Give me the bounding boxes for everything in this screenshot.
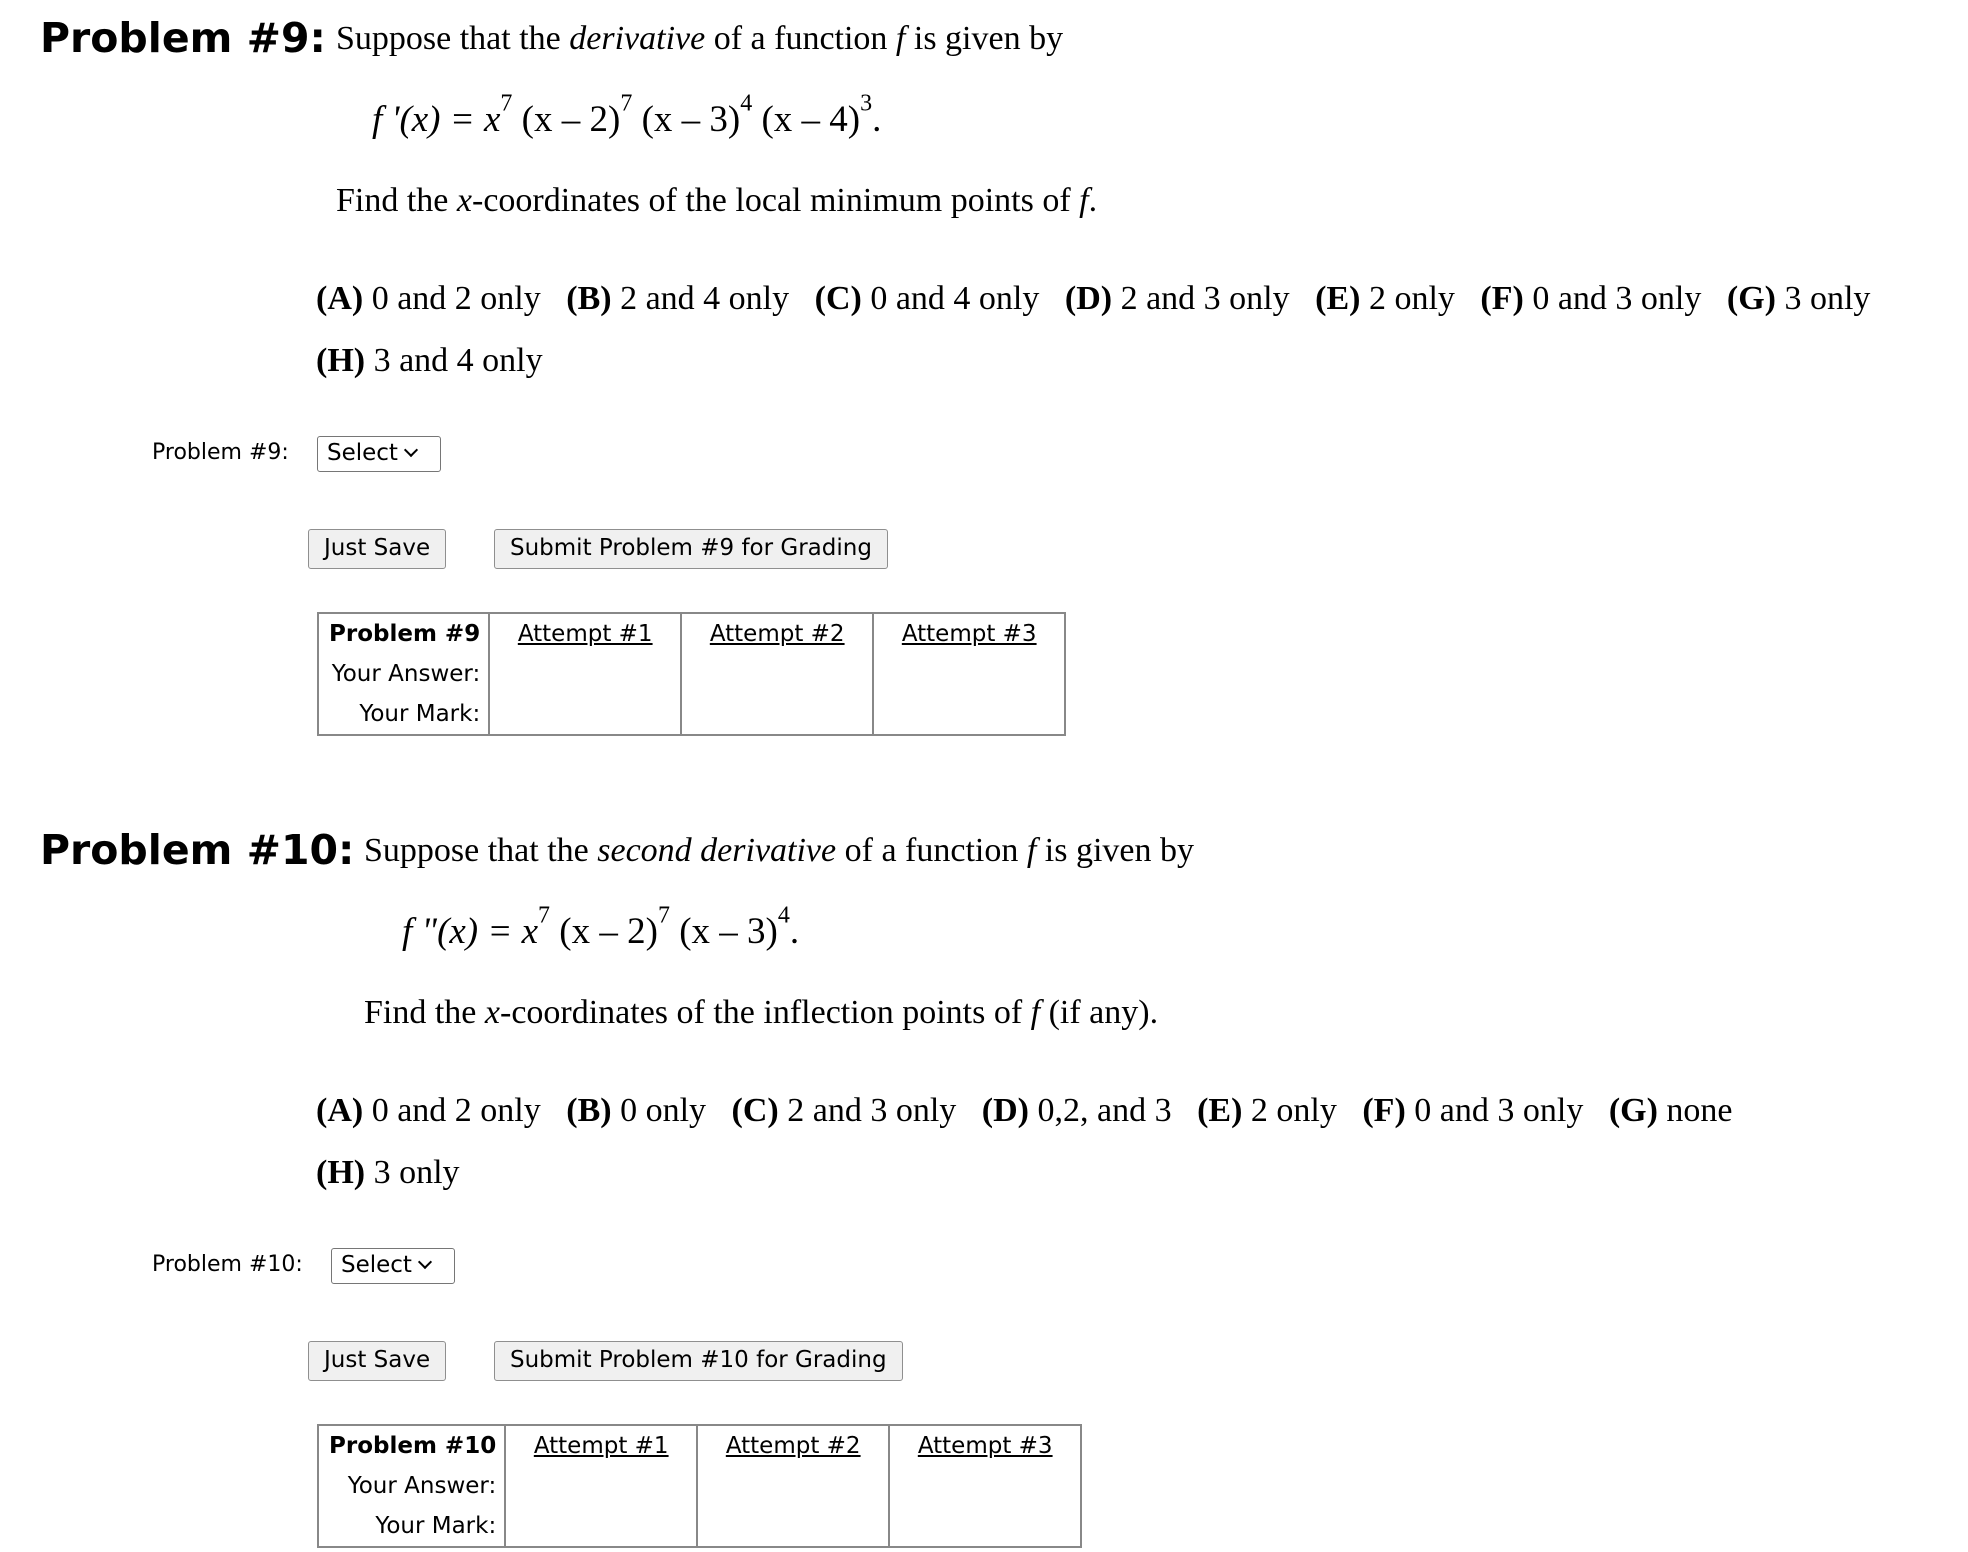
choice-c: (C) 2 and 3 only xyxy=(731,1092,957,1129)
attempt-1-link[interactable]: Attempt #1 xyxy=(533,1433,669,1459)
attempt-2-link[interactable]: Attempt #2 xyxy=(709,621,845,647)
problem-10-choices-line-1 xyxy=(316,1092,1733,1130)
problem-9-submit-button[interactable]: Submit Problem #9 for Grading xyxy=(494,529,888,569)
choice-e: (E) 2 only xyxy=(1197,1092,1337,1129)
problem-9-answer-label: Problem #9: xyxy=(152,440,289,465)
problem-10-equation: f "$(x) = x^7$ (x – 2)$^7$ (x – 3)$^4$. xyxy=(402,902,800,952)
choice-f: (F) 0 and 3 only xyxy=(1480,280,1702,317)
choice-a: (A) 0 and 2 only xyxy=(316,1092,541,1129)
table-heading: Problem #10 xyxy=(318,1425,505,1466)
answer-cell-1 xyxy=(489,654,681,694)
answer-cell-2 xyxy=(681,654,873,694)
problem-10-question: Find the x-coordinates of the inflection points of f (if any). xyxy=(364,994,1159,1031)
attempt-2-link[interactable]: Attempt #2 xyxy=(725,1433,861,1459)
choice-d: (D) 0,2, and 3 xyxy=(981,1092,1172,1129)
problem-9-equation: f '$(x) = x^7$ (x – 2)$^7$ (x – 3)$^4$ (x – 4)$^3$. xyxy=(372,90,882,140)
answer-cell-3 xyxy=(873,654,1065,694)
problem-9-question: Find the x-coordinates of the local minimum points of f. xyxy=(336,182,1098,219)
choice-g: (G) 3 only xyxy=(1726,280,1871,317)
problem-9-answer-select[interactable]: Select xyxy=(317,436,441,472)
chevron-down-icon xyxy=(418,1255,432,1269)
problem-9-title: Problem #9: xyxy=(40,14,326,62)
answer-cell-2 xyxy=(697,1466,889,1506)
your-answer-label: Your Answer: xyxy=(318,1466,505,1506)
problem-10-attempts-table xyxy=(317,1424,1082,1548)
answer-cell-1 xyxy=(505,1466,697,1506)
problem-9-just-save-button[interactable]: Just Save xyxy=(308,529,446,569)
choice-c: (C) 0 and 4 only xyxy=(814,280,1040,317)
problem-10-answer-label: Problem #10: xyxy=(152,1252,303,1277)
mark-cell-1 xyxy=(489,694,681,735)
table-heading: Problem #9 xyxy=(318,613,489,654)
choice-b: (B) 0 only xyxy=(566,1092,707,1129)
choice-e: (E) 2 only xyxy=(1315,280,1455,317)
choice-a: (A) 0 and 2 only xyxy=(316,280,541,317)
problem-9-intro: Suppose that the derivative of a function f is given by xyxy=(336,20,1064,57)
choice-b: (B) 2 and 4 only xyxy=(566,280,790,317)
choice-f: (F) 0 and 3 only xyxy=(1362,1092,1584,1129)
attempt-3-link[interactable]: Attempt #3 xyxy=(917,1433,1053,1459)
problem-10-title: Problem #10: xyxy=(40,826,355,874)
choice-h: (H) 3 and 4 only xyxy=(316,342,543,379)
problem-9-choices-line-2 xyxy=(316,342,543,380)
choice-h: (H) 3 only xyxy=(316,1154,460,1191)
mark-cell-3 xyxy=(873,694,1065,735)
problem-10-answer-select[interactable]: Select xyxy=(331,1248,455,1284)
choice-d: (D) 2 and 3 only xyxy=(1064,280,1290,317)
mark-cell-2 xyxy=(681,694,873,735)
mark-cell-1 xyxy=(505,1506,697,1547)
answer-cell-3 xyxy=(889,1466,1081,1506)
attempt-1-link[interactable]: Attempt #1 xyxy=(517,621,653,647)
problem-10-just-save-button[interactable]: Just Save xyxy=(308,1341,446,1381)
problem-10-choices-line-2 xyxy=(316,1154,460,1192)
attempt-3-link[interactable]: Attempt #3 xyxy=(901,621,1037,647)
problem-10-intro: Suppose that the second derivative of a function f is given by xyxy=(364,832,1195,869)
problem-9-choices-line-1 xyxy=(316,280,1870,318)
chevron-down-icon xyxy=(404,443,418,457)
your-mark-label: Your Mark: xyxy=(318,694,489,735)
your-answer-label: Your Answer: xyxy=(318,654,489,694)
mark-cell-3 xyxy=(889,1506,1081,1547)
choice-g: (G) none xyxy=(1608,1092,1733,1129)
your-mark-label: Your Mark: xyxy=(318,1506,505,1547)
problem-9-attempts-table xyxy=(317,612,1066,736)
problem-10-submit-button[interactable]: Submit Problem #10 for Grading xyxy=(494,1341,903,1381)
mark-cell-2 xyxy=(697,1506,889,1547)
